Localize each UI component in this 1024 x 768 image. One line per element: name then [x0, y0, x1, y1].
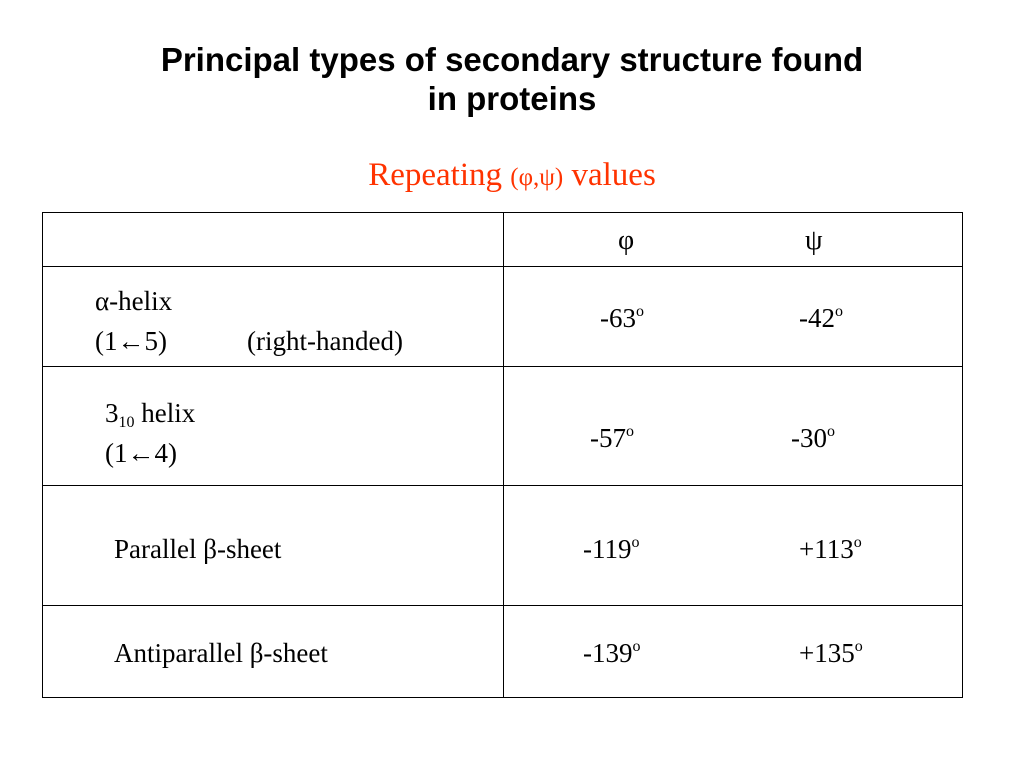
- row-divider: [43, 266, 962, 267]
- row-310-helix-bonding: (1←4): [105, 438, 177, 468]
- row-antiparallel-sheet-psi: $+135^o$: [799, 638, 863, 668]
- row-alpha-helix-psi: -42$^o$: [799, 303, 843, 333]
- row-310-helix-phi: -57$^o$: [590, 423, 634, 453]
- slide-title: [60, 40, 964, 118]
- column-divider: [503, 213, 504, 697]
- row-divider: [43, 485, 962, 486]
- slide-subtitle: [60, 155, 964, 198]
- row-alpha-helix-phi: -63$^o$: [600, 303, 644, 333]
- subtitle-prefix: Repeating: [368, 157, 511, 193]
- row-parallel-sheet-psi: $+113^o$: [799, 534, 862, 564]
- header-phi: φ: [618, 225, 635, 256]
- subtitle-symbols: (φ,ψ): [510, 164, 564, 191]
- row-alpha-helix-note: (right-handed): [247, 326, 403, 356]
- row-310-helix-psi: -30$^o$: [791, 423, 835, 453]
- row-alpha-helix-name: α-helix: [95, 286, 173, 316]
- row-antiparallel-sheet-phi: -139$^o$: [583, 638, 641, 668]
- row-alpha-helix-bonding: (1←5): [95, 326, 167, 356]
- row-parallel-sheet-phi: -119$^o$: [583, 534, 640, 564]
- row-parallel-sheet-name: Parallel β-sheet: [114, 534, 282, 564]
- subtitle-suffix: values: [563, 157, 656, 193]
- row-310-helix-name: $3_{10}$ helix: [105, 398, 196, 431]
- title-line-2: in proteins: [427, 80, 597, 117]
- row-divider: [43, 605, 962, 606]
- structure-table: [42, 212, 963, 698]
- row-antiparallel-sheet-name: Antiparallel β-sheet: [114, 638, 328, 668]
- row-divider: [43, 366, 962, 367]
- header-psi: ψ: [805, 225, 823, 256]
- title-line-1: Principal types of secondary structure found: [160, 41, 864, 78]
